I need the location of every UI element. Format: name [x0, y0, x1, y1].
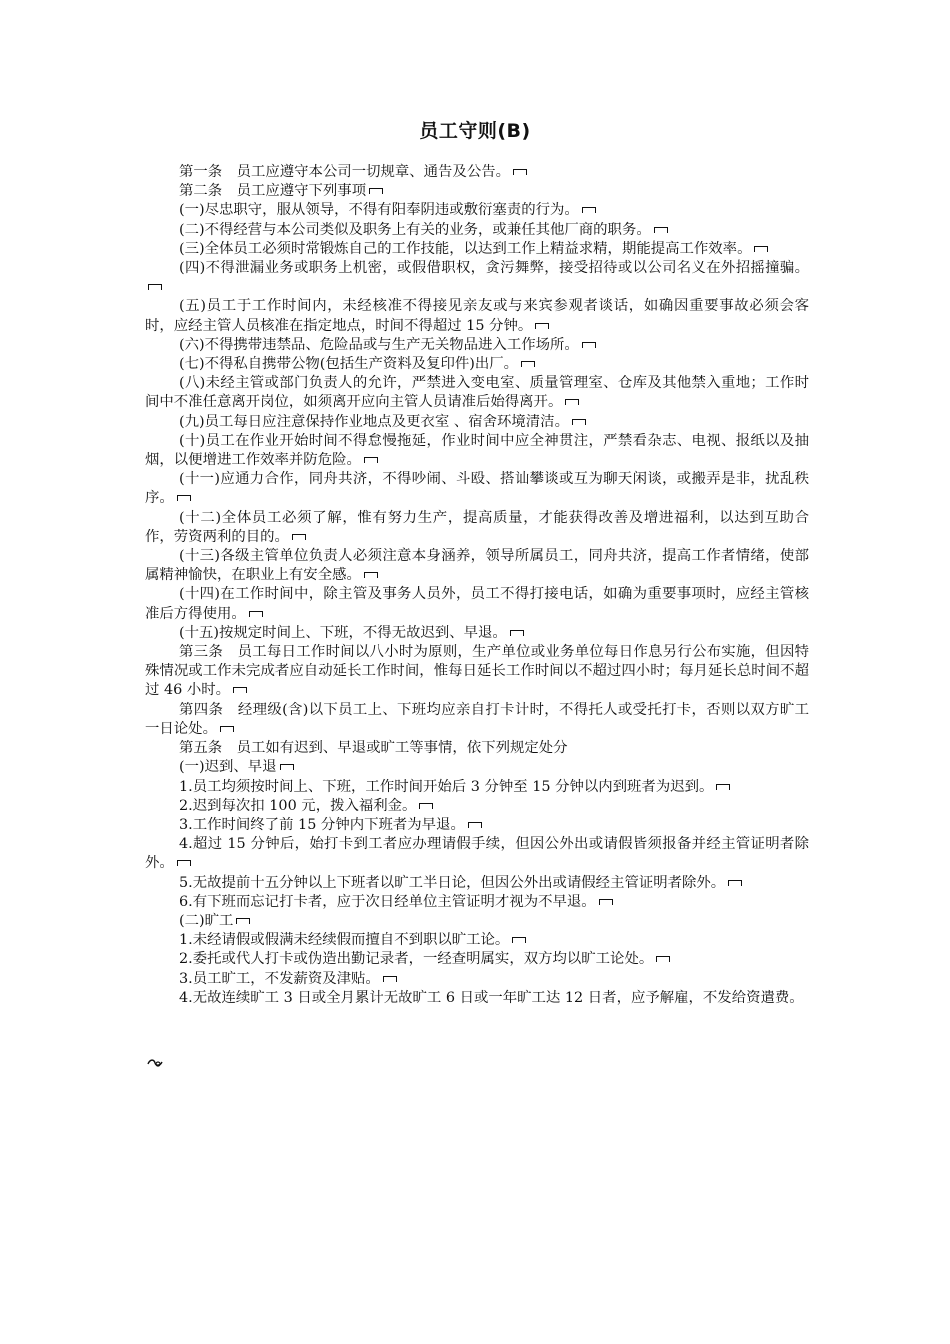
document-body	[145, 163, 809, 1008]
paragraph: (八)未经主管或部门负责人的允许，严禁进入变电室、质量管理室、仓库及其他禁入重地；工作时间中不准任意离开岗位，如须离开应向主管人员请准后始得离开。	[145, 375, 809, 411]
paragraph: (十四)在工作时间中，除主管及事务人员外，员工不得打接电话，如确为重要事项时，应经主管核准后方得使用。	[145, 586, 809, 622]
paragraph: (十一)应通力合作，同舟共济，不得吵闹、斗殴、搭讪攀谈或互为聊天闲谈，或搬弄是非，扰乱秩序。	[145, 471, 809, 507]
paragraph-mark-icon	[716, 784, 730, 790]
paragraph: (二)不得经营与本公司类似及职务上有关的业务，或兼任其他厂商的职务。	[145, 221, 809, 240]
paragraph-mark-icon	[364, 572, 378, 578]
paragraph: (二)旷工	[145, 912, 809, 931]
paragraph-mark-icon	[565, 399, 579, 405]
paragraph: 5.无故提前十五分钟以上下班者以旷工半日论，但因公外出或请假经主管证明者除外。	[145, 874, 809, 893]
paragraph-mark-icon	[177, 860, 191, 866]
paragraph: 6.有下班而忘记打卡者，应于次日经单位主管证明才视为不早退。	[145, 893, 809, 912]
paragraph-mark-icon	[599, 899, 613, 905]
paragraph-mark-icon	[728, 880, 742, 886]
paragraph-mark-icon	[513, 169, 527, 175]
paragraph: (十三)各级主管单位负责人必须注意本身涵养，领导所属员工，同舟共济，提高工作者情绪，使部属精神愉快，在职业上有安全感。	[145, 548, 809, 584]
paragraph-mark-icon	[656, 956, 670, 962]
paragraph: (一)迟到、早退	[145, 758, 809, 777]
paragraph-mark-icon	[521, 361, 535, 367]
paragraph-mark-icon	[582, 342, 596, 348]
paragraph: 1.员工均须按时间上、下班，工作时间开始后 3 分钟至 15 分钟以内到班者为迟到。	[145, 778, 809, 797]
paragraph: (三)全体员工必须时常锻炼自己的工作技能，以达到工作上精益求精，期能提高工作效率。	[145, 240, 809, 259]
paragraph: 第四条 经理级(含)以下员工上、下班均应亲自打卡计时，不得托人或受托打卡，否则以双方旷工一日论处。	[145, 701, 809, 737]
paragraph: 第一条 员工应遵守本公司一切规章、通告及公告。	[145, 163, 809, 182]
paragraph: (十)员工在作业开始时间不得怠慢拖延，作业时间中应全神贯注，严禁看杂志、电视、报纸以及抽烟，以便增进工作效率并防危险。	[145, 432, 809, 469]
paragraph: (十五)按规定时间上、下班，不得无故迟到、早退。	[145, 624, 809, 643]
paragraph: (九)员工每日应注意保持作业地点及更衣室 、宿舍环境清洁。	[145, 413, 809, 432]
paragraph: 4.超过 15 分钟后，始打卡到工者应办理请假手续，但因公外出或请假皆须报备并经主管证明者除外。	[145, 836, 809, 872]
paragraph: (四)不得泄漏业务或职务上机密，或假借职权，贪污舞弊，接受招待或以公司名义在外招摇撞骗。	[145, 259, 809, 297]
paragraph-mark-icon	[512, 937, 526, 943]
paragraph-mark-icon	[249, 611, 263, 617]
paragraph: (七)不得私自携带公物(包括生产资料及复印件)出厂。	[145, 355, 809, 374]
paragraph-mark-icon	[292, 534, 306, 540]
paragraph-mark-icon	[419, 803, 433, 809]
paragraph: 3.员工旷工，不发薪资及津贴。	[145, 970, 809, 989]
paragraph-mark-icon	[510, 630, 524, 636]
paragraph-mark-icon	[177, 495, 191, 501]
paragraph-mark-icon	[383, 976, 397, 982]
paragraph-mark-icon	[369, 188, 383, 194]
document-title: 员工守则(B)	[419, 120, 531, 142]
paragraph: 第二条 员工应遵守下列事项	[145, 182, 809, 201]
paragraph-mark-icon	[280, 764, 294, 770]
end-mark-icon	[146, 1057, 164, 1069]
paragraph-mark-icon	[220, 726, 234, 732]
paragraph: (六)不得携带违禁品、危险品或与生产无关物品进入工作场所。	[145, 336, 809, 355]
paragraph: 3.工作时间终了前 15 分钟内下班者为早退。	[145, 816, 809, 835]
paragraph-mark-icon	[233, 687, 247, 693]
paragraph: 2.委托或代人打卡或伪造出勤记录者，一经查明属实，双方均以旷工论处。	[145, 950, 809, 969]
paragraph-mark-icon	[582, 207, 596, 213]
paragraph-mark-icon	[364, 457, 378, 463]
paragraph-mark-icon	[148, 284, 162, 290]
paragraph: 第五条 员工如有迟到、早退或旷工等事情，依下列规定处分	[179, 740, 568, 757]
paragraph: (十二)全体员工必须了解，惟有努力生产，提高质量，才能获得改善及增进福利，以达到互助合作，劳资两利的目的。	[145, 509, 809, 545]
paragraph-mark-icon	[754, 246, 768, 252]
paragraph: 第三条 员工每日工作时间以八小时为原则，生产单位或业务单位每日作息另行公布实施，但因特殊情况或工作未完成者应自动延长工作时间，惟每日延长工作时间以不超过四小时；每月延长总时间不超过 46 小时。	[145, 644, 809, 699]
paragraph: 4.无故连续旷工 3 日或全月累计无故旷工 6 日或一年旷工达 12 日者，应予解雇，不发给资遣费。	[179, 989, 804, 1006]
paragraph-mark-icon	[468, 822, 482, 828]
paragraph-mark-icon	[572, 419, 586, 425]
paragraph: (一)尽忠职守，服从领导，不得有阳奉阴违或敷衍塞责的行为。	[145, 201, 809, 220]
paragraph-mark-icon	[654, 227, 668, 233]
paragraph-mark-icon	[236, 918, 250, 924]
paragraph-mark-icon	[535, 323, 549, 329]
paragraph: (五)员工于工作时间内，未经核准不得接见亲友或与来宾参观者谈话，如确因重要事故必须会客时，应经主管人员核准在指定地点，时间不得超过 15 分钟。	[145, 298, 809, 334]
paragraph: 2.迟到每次扣 100 元，拨入福利金。	[145, 797, 809, 816]
paragraph: 1.未经请假或假满未经续假而擅自不到职以旷工论。	[145, 931, 809, 950]
